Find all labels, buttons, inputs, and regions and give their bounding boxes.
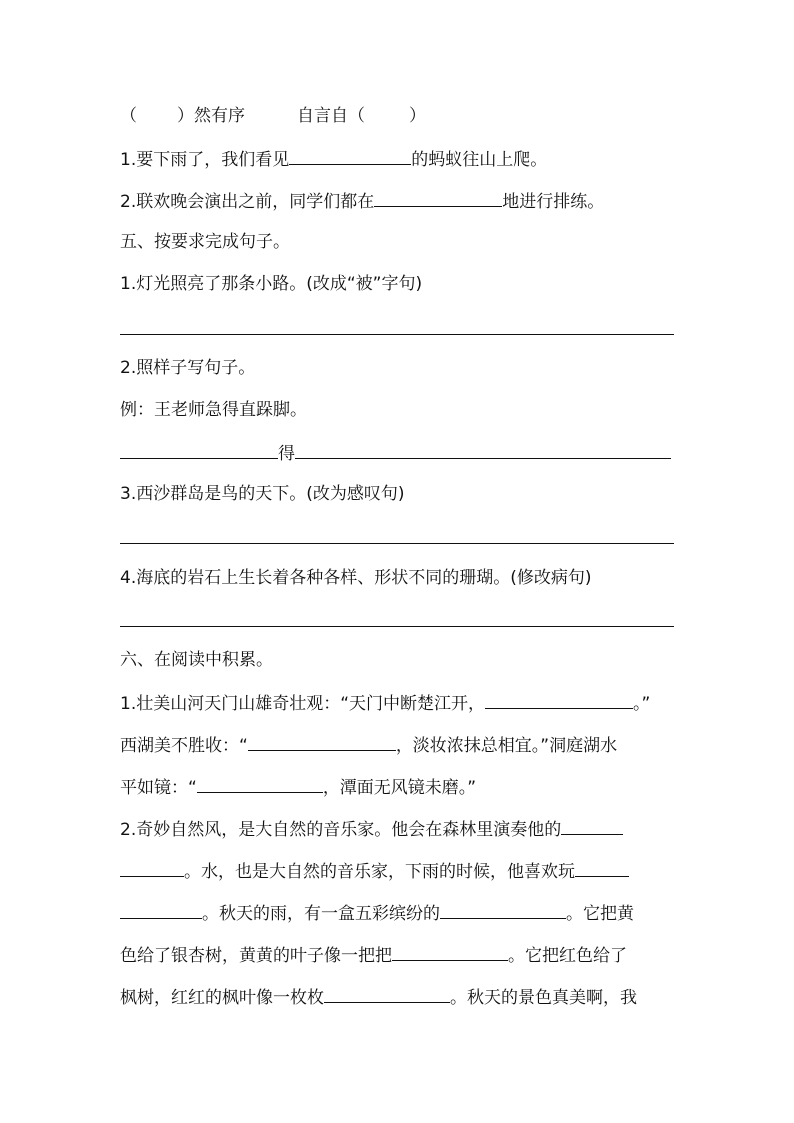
answer-blank[interactable] [248, 732, 396, 751]
nature-row-5-start: 枫树，红红的枫叶像一枚枚 [120, 988, 324, 1008]
poem-row-2 [120, 732, 680, 756]
sentence-1-start: 1.要下雨了，我们看见 [120, 150, 290, 170]
question-5-2: 2.照样子写句子。 [120, 358, 256, 378]
idiom-1-text: ）然有序 [177, 106, 245, 126]
nature-row-4-end: 。它把红色给了 [508, 946, 627, 966]
answer-blank[interactable] [392, 942, 508, 961]
answer-line[interactable] [120, 626, 674, 627]
question-5-1: 1.灯光照亮了那条小路。(改成“被”字句) [120, 274, 423, 294]
answer-blank[interactable] [561, 816, 623, 835]
nature-row-1 [120, 816, 680, 840]
nature-row-5 [120, 984, 680, 1008]
poem-row-1 [120, 690, 680, 714]
idiom-open-paren-1: （ [120, 106, 137, 126]
idiom-2-text: 自言自（ [297, 106, 365, 126]
answer-blank[interactable] [575, 858, 629, 877]
nature-row-3-start: 。秋天的雨，有一盒五彩缤纷的 [202, 904, 440, 924]
section-5-heading: 五、按要求完成句子。 [120, 232, 290, 252]
section-6-heading: 六、在阅读中积累。 [120, 650, 273, 670]
nature-row-2-text: 。水，也是大自然的音乐家，下雨的时候，他喜欢玩 [184, 862, 575, 882]
question-5-4: 4.海底的岩石上生长着各种各样、形状不同的珊瑚。(修改病句) [120, 568, 592, 588]
poem-row-1-end: 。” [633, 694, 651, 714]
nature-row-1-text: 2.奇妙自然风，是大自然的音乐家。他会在森林里演奏他的 [120, 820, 562, 840]
imitate-sentence-row [120, 440, 680, 464]
answer-blank[interactable] [197, 774, 323, 793]
nature-row-3 [120, 900, 680, 924]
sentence-2-start: 2.联欢晚会演出之前，同学们都在 [120, 192, 375, 212]
idiom-close-paren-2: ） [409, 106, 426, 126]
answer-blank[interactable] [324, 984, 450, 1003]
sentence-1-end: 的蚂蚁往山上爬。 [411, 150, 548, 170]
answer-line[interactable] [120, 543, 674, 544]
sentence-2-end: 地进行排练。 [502, 192, 605, 212]
nature-row-2 [120, 858, 680, 882]
answer-blank[interactable] [374, 188, 502, 207]
answer-blank[interactable] [289, 146, 411, 165]
answer-blank[interactable] [295, 440, 671, 459]
nature-row-5-end: 。秋天的景色真美啊，我 [450, 988, 637, 1008]
question-5-3: 3.西沙群岛是鸟的天下。(改为感叹句) [120, 484, 405, 504]
answer-blank[interactable] [485, 690, 633, 709]
poem-row-1-start: 1.壮美山河天门山雄奇壮观：“天门中断楚江开， [120, 694, 486, 714]
example-sentence: 例：王老师急得直跺脚。 [120, 400, 307, 420]
poem-row-3 [120, 774, 680, 798]
answer-blank[interactable] [120, 440, 278, 459]
nature-row-4 [120, 942, 680, 966]
answer-line[interactable] [120, 334, 674, 335]
poem-row-3-start: 平如镜：“ [120, 778, 197, 798]
answer-blank[interactable] [120, 858, 184, 877]
answer-blank[interactable] [120, 900, 202, 919]
fill-sentence-2 [120, 188, 680, 212]
nature-row-3-end: 。它把黄 [566, 904, 634, 924]
fill-sentence-1 [120, 146, 680, 170]
poem-row-3-end: ，潭面无风镜未磨。” [322, 778, 477, 798]
answer-blank[interactable] [440, 900, 566, 919]
de-character: 得 [278, 444, 295, 464]
poem-row-2-start: 西湖美不胜收：“ [120, 736, 248, 756]
poem-row-2-end: ，淡妆浓抹总相宜。”洞庭湖水 [395, 736, 618, 756]
nature-row-4-start: 色给了银杏树，黄黄的叶子像一把把 [120, 946, 392, 966]
idiom-fill-row [120, 104, 680, 128]
